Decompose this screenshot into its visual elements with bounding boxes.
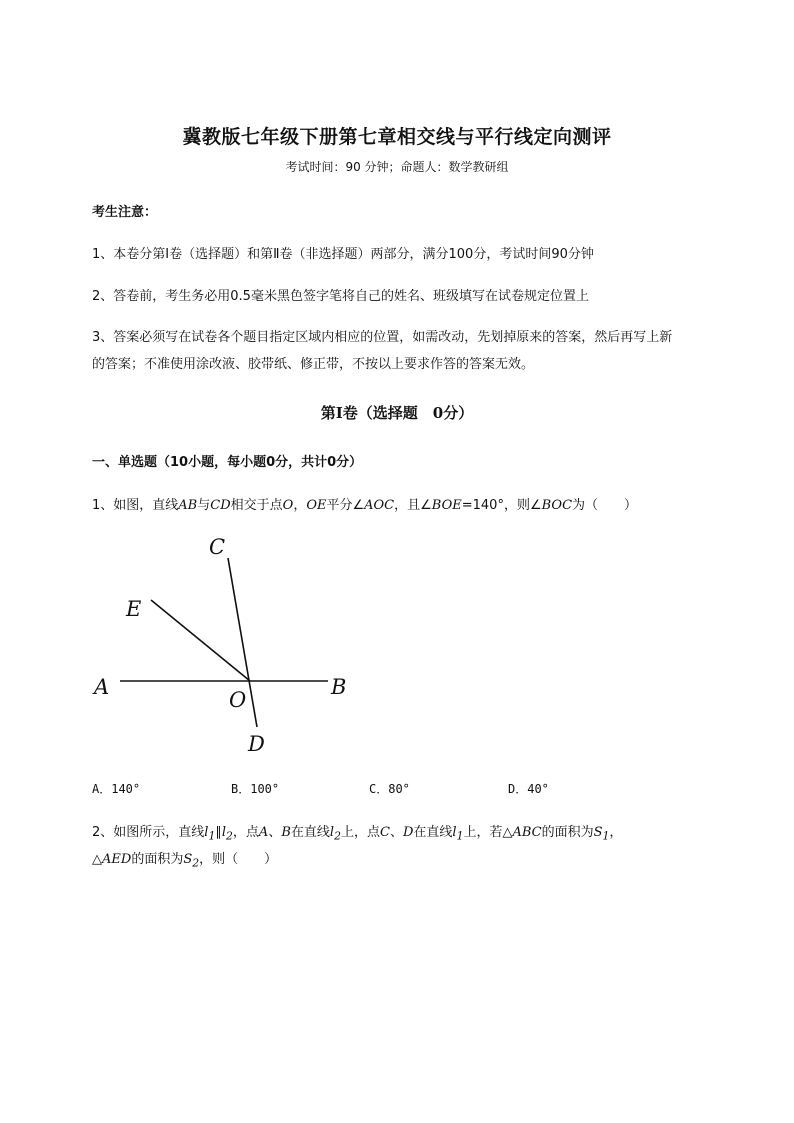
label-a: A bbox=[94, 675, 110, 699]
question-1-text: 1、如图，直线AB与CD相交于点O，OE平分∠AOC，且∠BOE=140°，则∠BOC为（ ） bbox=[92, 498, 638, 513]
label-b: B bbox=[331, 675, 347, 699]
ray-oe bbox=[151, 600, 250, 681]
question-2-text-line-2: △AED的面积为$S_2$，则（ ） bbox=[92, 852, 278, 870]
label-d: D bbox=[248, 732, 265, 756]
section-title: 第Ⅰ卷（选择题 0分） bbox=[320, 404, 474, 422]
part-title: 一、单选题（10小题，每小题0分，共计0分） bbox=[92, 455, 363, 470]
option-a[interactable]: A．140° bbox=[92, 782, 141, 796]
question-2-text-line-1: 2、如图所示，直线$l_1\parallel l_2$，点A、B在直线$l_2$上，点C、D在直线$l_1$上，若△ABC的面积为$S_1$， bbox=[92, 825, 623, 843]
exam-subtitle: 考试时间：90 分钟；命题人：数学教研组 bbox=[285, 160, 509, 174]
option-c[interactable]: C．80° bbox=[369, 782, 410, 796]
label-c: C bbox=[209, 535, 226, 559]
option-d[interactable]: D．40° bbox=[508, 782, 549, 796]
notice-item-3-cont: 的答案；不准使用涂改液、胶带纸、修正带，不按以上要求作答的答案无效。 bbox=[92, 357, 535, 372]
label-e: E bbox=[126, 597, 142, 621]
exam-title: 冀教版七年级下册第七章相交线与平行线定向测评 bbox=[182, 126, 612, 148]
notice-item-2: 2、答卷前，考生务必用0.5毫米黑色签字笔将自己的姓名、班级填写在试卷规定位置上 bbox=[92, 289, 589, 304]
notice-heading: 考生注意： bbox=[92, 205, 158, 220]
notice-item-3: 3、答案必须写在试卷各个题目指定区域内相应的位置，如需改动，先划掉原来的答案，然后再写上新 bbox=[92, 330, 673, 345]
label-o: O bbox=[229, 688, 247, 712]
option-b[interactable]: B．100° bbox=[231, 782, 280, 796]
question-1-figure bbox=[85, 530, 365, 770]
notice-item-1: 1、本卷分第Ⅰ卷（选择题）和第Ⅱ卷（非选择题）两部分，满分100分，考试时间90分钟 bbox=[92, 247, 594, 262]
